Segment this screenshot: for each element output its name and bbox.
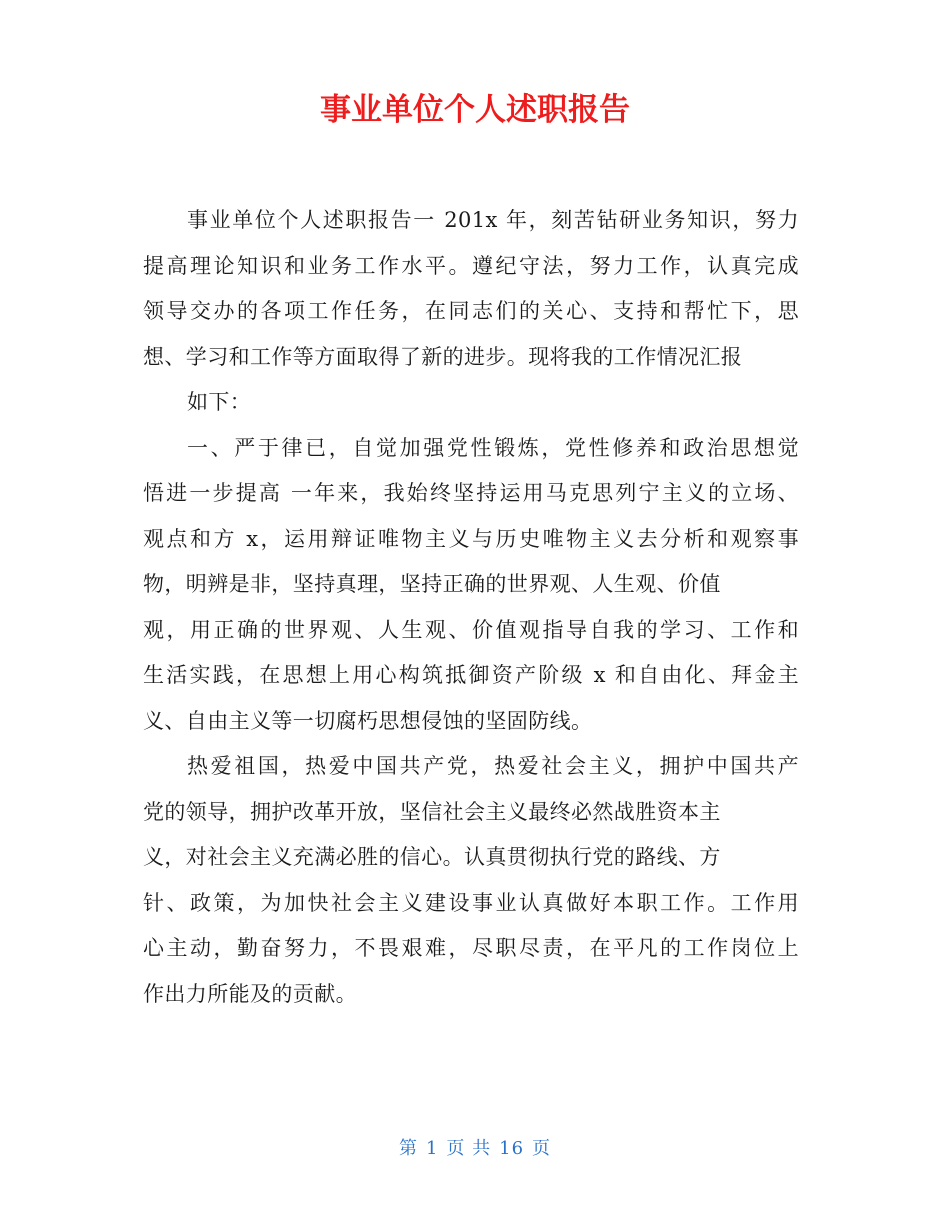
paragraph-line: 义，对社会主义充满必胜的信心。认真贯彻执行党的路线、方 — [143, 845, 721, 869]
paragraph-line: 党的领导，拥护改革开放，坚信社会主义最终必然战胜资本主 — [143, 799, 721, 824]
paragraph-line: 作出力所能及的贡献。 — [143, 981, 357, 1006]
document-body — [143, 198, 799, 1017]
paragraph-line: 如下： — [187, 390, 252, 414]
paragraph-line: 想、学习和工作等方面取得了新的进步。现将我的工作情况汇报 — [143, 344, 743, 369]
paragraph-line: 提高理论知识和业务工作水平。遵纪守法，努力工作，认真完成 — [143, 253, 799, 278]
footer-total-pages: 16 — [499, 1138, 525, 1159]
page-footer — [0, 1134, 950, 1160]
paragraph-line: 一、严于律已，自觉加强党性锻炼，党性修养和政治思想觉 — [187, 435, 799, 460]
footer-prefix: 第 — [398, 1138, 418, 1159]
paragraph-line: 心主动，勤奋努力，不畏艰难，尽职尽责，在平凡的工作岗位上 — [143, 936, 799, 960]
paragraph-line: 义、自由主义等一切腐朽思想侵蚀的坚固防线。 — [143, 708, 593, 733]
paragraph-line: 针、政策，为加快社会主义建设事业认真做好本职工作。工作用 — [143, 890, 799, 915]
paragraph-line: 物，明辨是非，坚持真理，坚持正确的世界观、人生观、价值 — [143, 572, 721, 596]
footer-middle: 页 共 — [446, 1138, 492, 1159]
paragraph-line: 领导交办的各项工作任务，在同志们的关心、支持和帮忙下，思 — [143, 299, 799, 323]
paragraph-line: 生活实践，在思想上用心构筑抵御资产阶级 x 和自由化、拜金主 — [143, 663, 799, 687]
document-title: 事业单位个人述职报告 — [320, 92, 630, 128]
paragraph-line: 热爱祖国，热爱中国共产党，热爱社会主义，拥护中国共产 — [187, 754, 799, 778]
paragraph-line: 事业单位个人述职报告一 201x 年，刻苦钻研业务知识，努力 — [187, 208, 799, 232]
footer-page-number: 1 — [425, 1138, 439, 1159]
footer-suffix: 页 — [532, 1138, 552, 1159]
paragraph-line: 观点和方 x，运用辩证唯物主义与历史唯物主义去分析和观察事 — [143, 526, 799, 551]
paragraph-line: 悟进一步提高 一年来，我始终坚持运用马克思列宁主义的立场、 — [143, 481, 799, 505]
paragraph-line: 观，用正确的世界观、人生观、价值观指导自我的学习、工作和 — [143, 617, 799, 642]
